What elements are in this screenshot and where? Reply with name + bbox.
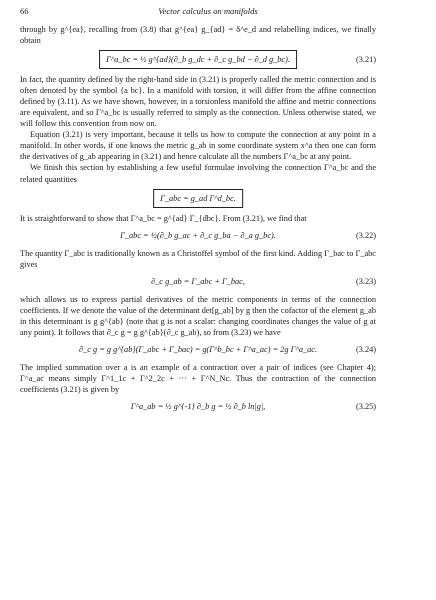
equation-formula: ∂_c g_ab = Γ_abc + Γ_bac, (151, 276, 245, 286)
text-body (20, 24, 376, 419)
paragraph: Equation (3.21) is very important, because it tells us how to compute the connection at any point in a manifold. In other words, if one knows the metric g_ab in some coordinate system x^a then one can form the derivatives of g_ab appearing in (3.21) and hence calculate all the numbers Γ^a_bc at any point. (20, 130, 376, 162)
equation-formula: ∂_c g = g g^{ab}(Γ_abc + Γ_bac) = g(Γ^b_bc + Γ^a_ac) = 2g Γ^a_ac. (78, 344, 318, 354)
paragraph: The implied summation over a is an example of a contraction over a pair of indices (see Chapter 4); Γ^a_ac means simply Γ^1_1c + Γ^2_2c + ··· + Γ^N_Nc. Thus the contraction of the connection coefficients (3.21) is given by (20, 362, 376, 394)
equation-formula: Γ_abc = ½(∂_b g_ac + ∂_c g_ba − ∂_a g_bc). (120, 230, 276, 240)
equation-formula: Γ^a_bc = ½ g^{ad}(∂_b g_dc + ∂_c g_bd − ∂_d g_bc). (99, 50, 297, 69)
page-header (20, 6, 396, 18)
equation-number: (3.25) (355, 402, 376, 412)
paragraph: It is straightforward to show that Γ^a_bc = g^{ad} Γ_{dbc}. From (3.21), we find that (20, 213, 307, 223)
equation-number: (3.24) (355, 344, 376, 354)
equation-formula: Γ^a_ab = ½ g^{-1} ∂_b g = ½ ∂_b ln|g|, (130, 402, 266, 412)
equation-3-22 (20, 226, 376, 246)
equation-number: (3.23) (355, 276, 376, 286)
running-title: Vector calculus on manifolds (158, 6, 258, 16)
equation-number: (3.22) (355, 230, 376, 240)
paragraph: which allows us to express partial derivatives of the metric components in terms of the connection coefficients. If we denote the value of the determinant det[g_ab] by g then the cofactor of the element g_ab in this determinant is g g^{ab} (note that g is not a scalar: changing coordinates changes the value of g at any point). It follows that ∂_c g = g g^{ab}(∂_c g_ab), so from (3.23) we have (20, 294, 376, 337)
equation-3-23 (20, 272, 376, 292)
paragraph: through by g^{ea}, recalling from (3.8) that g^{ea} g_{ad} = δ^e_d and relabelling indices, we finally obtain (20, 25, 376, 46)
page-number: 66 (20, 6, 29, 16)
paragraph: We finish this section by establishing a few useful formulae involving the connection Γ^a_bc and the related quantities (20, 163, 376, 184)
equation-number: (3.21) (355, 55, 376, 65)
equation-formula: Γ_abc = g_ad Γ^d_bc. (153, 189, 243, 208)
equation-3-21 (20, 48, 376, 72)
paragraph: In fact, the quantity defined by the right-hand side in (3.21) is properly called the metric connection and is often denoted by the symbol {a bc}. In a manifold with torsion, it will differ from the affine connection defined by (3.11). As we have shown, however, in a torsionless manifold the affine and metric connections are equivalent, and so Γ^a_bc is usually referred to simply as the connection. Unless otherwise stated, we will follow this convention from now on. (20, 75, 376, 129)
paragraph: The quantity Γ_abc is traditionally known as a Christoffel symbol of the first kind. Adding Γ_bac to Γ_abc gives (20, 248, 376, 269)
equation-3-25 (20, 397, 376, 417)
equation-3-24 (20, 340, 376, 360)
equation-gamma-abc-definition (20, 187, 376, 211)
